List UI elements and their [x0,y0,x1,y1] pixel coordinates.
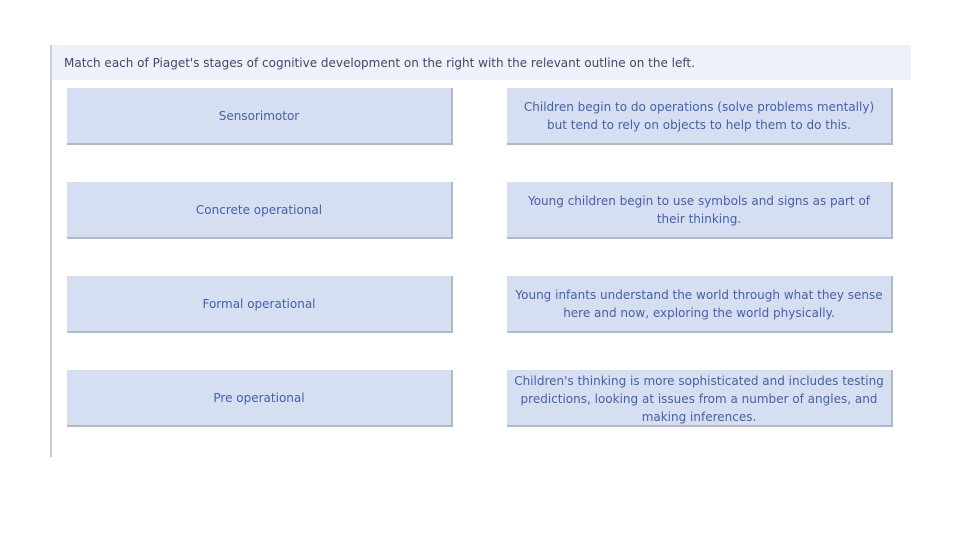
outline-card-3[interactable] [507,276,893,333]
outline-card-2[interactable] [507,182,893,239]
outline-text: Children's thinking is more sophisticated and includes testing predictions, looking at issues from a number of angles, and making inferences. [514,374,884,424]
stage-card-formal-operational[interactable] [67,276,453,333]
outline-card-4[interactable] [507,370,893,427]
instruction-text: Match each of Piaget's stages of cognitive development on the right with the relevant outline on the left. [52,45,911,80]
stage-card-sensorimotor[interactable] [67,88,453,145]
stage-label: Sensorimotor [218,108,300,123]
outline-text: Young infants understand the world through what they sense here and now, exploring the world physically. [515,288,883,320]
left-divider [50,45,52,457]
stage-card-concrete-operational[interactable] [67,182,453,239]
outline-text: Children begin to do operations (solve problems mentally) but tend to rely on objects to help them to do this. [523,100,875,132]
stage-label: Pre operational [213,390,305,405]
outline-card-1[interactable] [507,88,893,145]
stage-card-pre-operational[interactable] [67,370,453,427]
outline-text: Young children begin to use symbols and signs as part of their thinking. [527,194,871,226]
stage-label: Formal operational [202,296,316,311]
matching-exercise [50,45,911,457]
stage-label: Concrete operational [195,202,323,217]
